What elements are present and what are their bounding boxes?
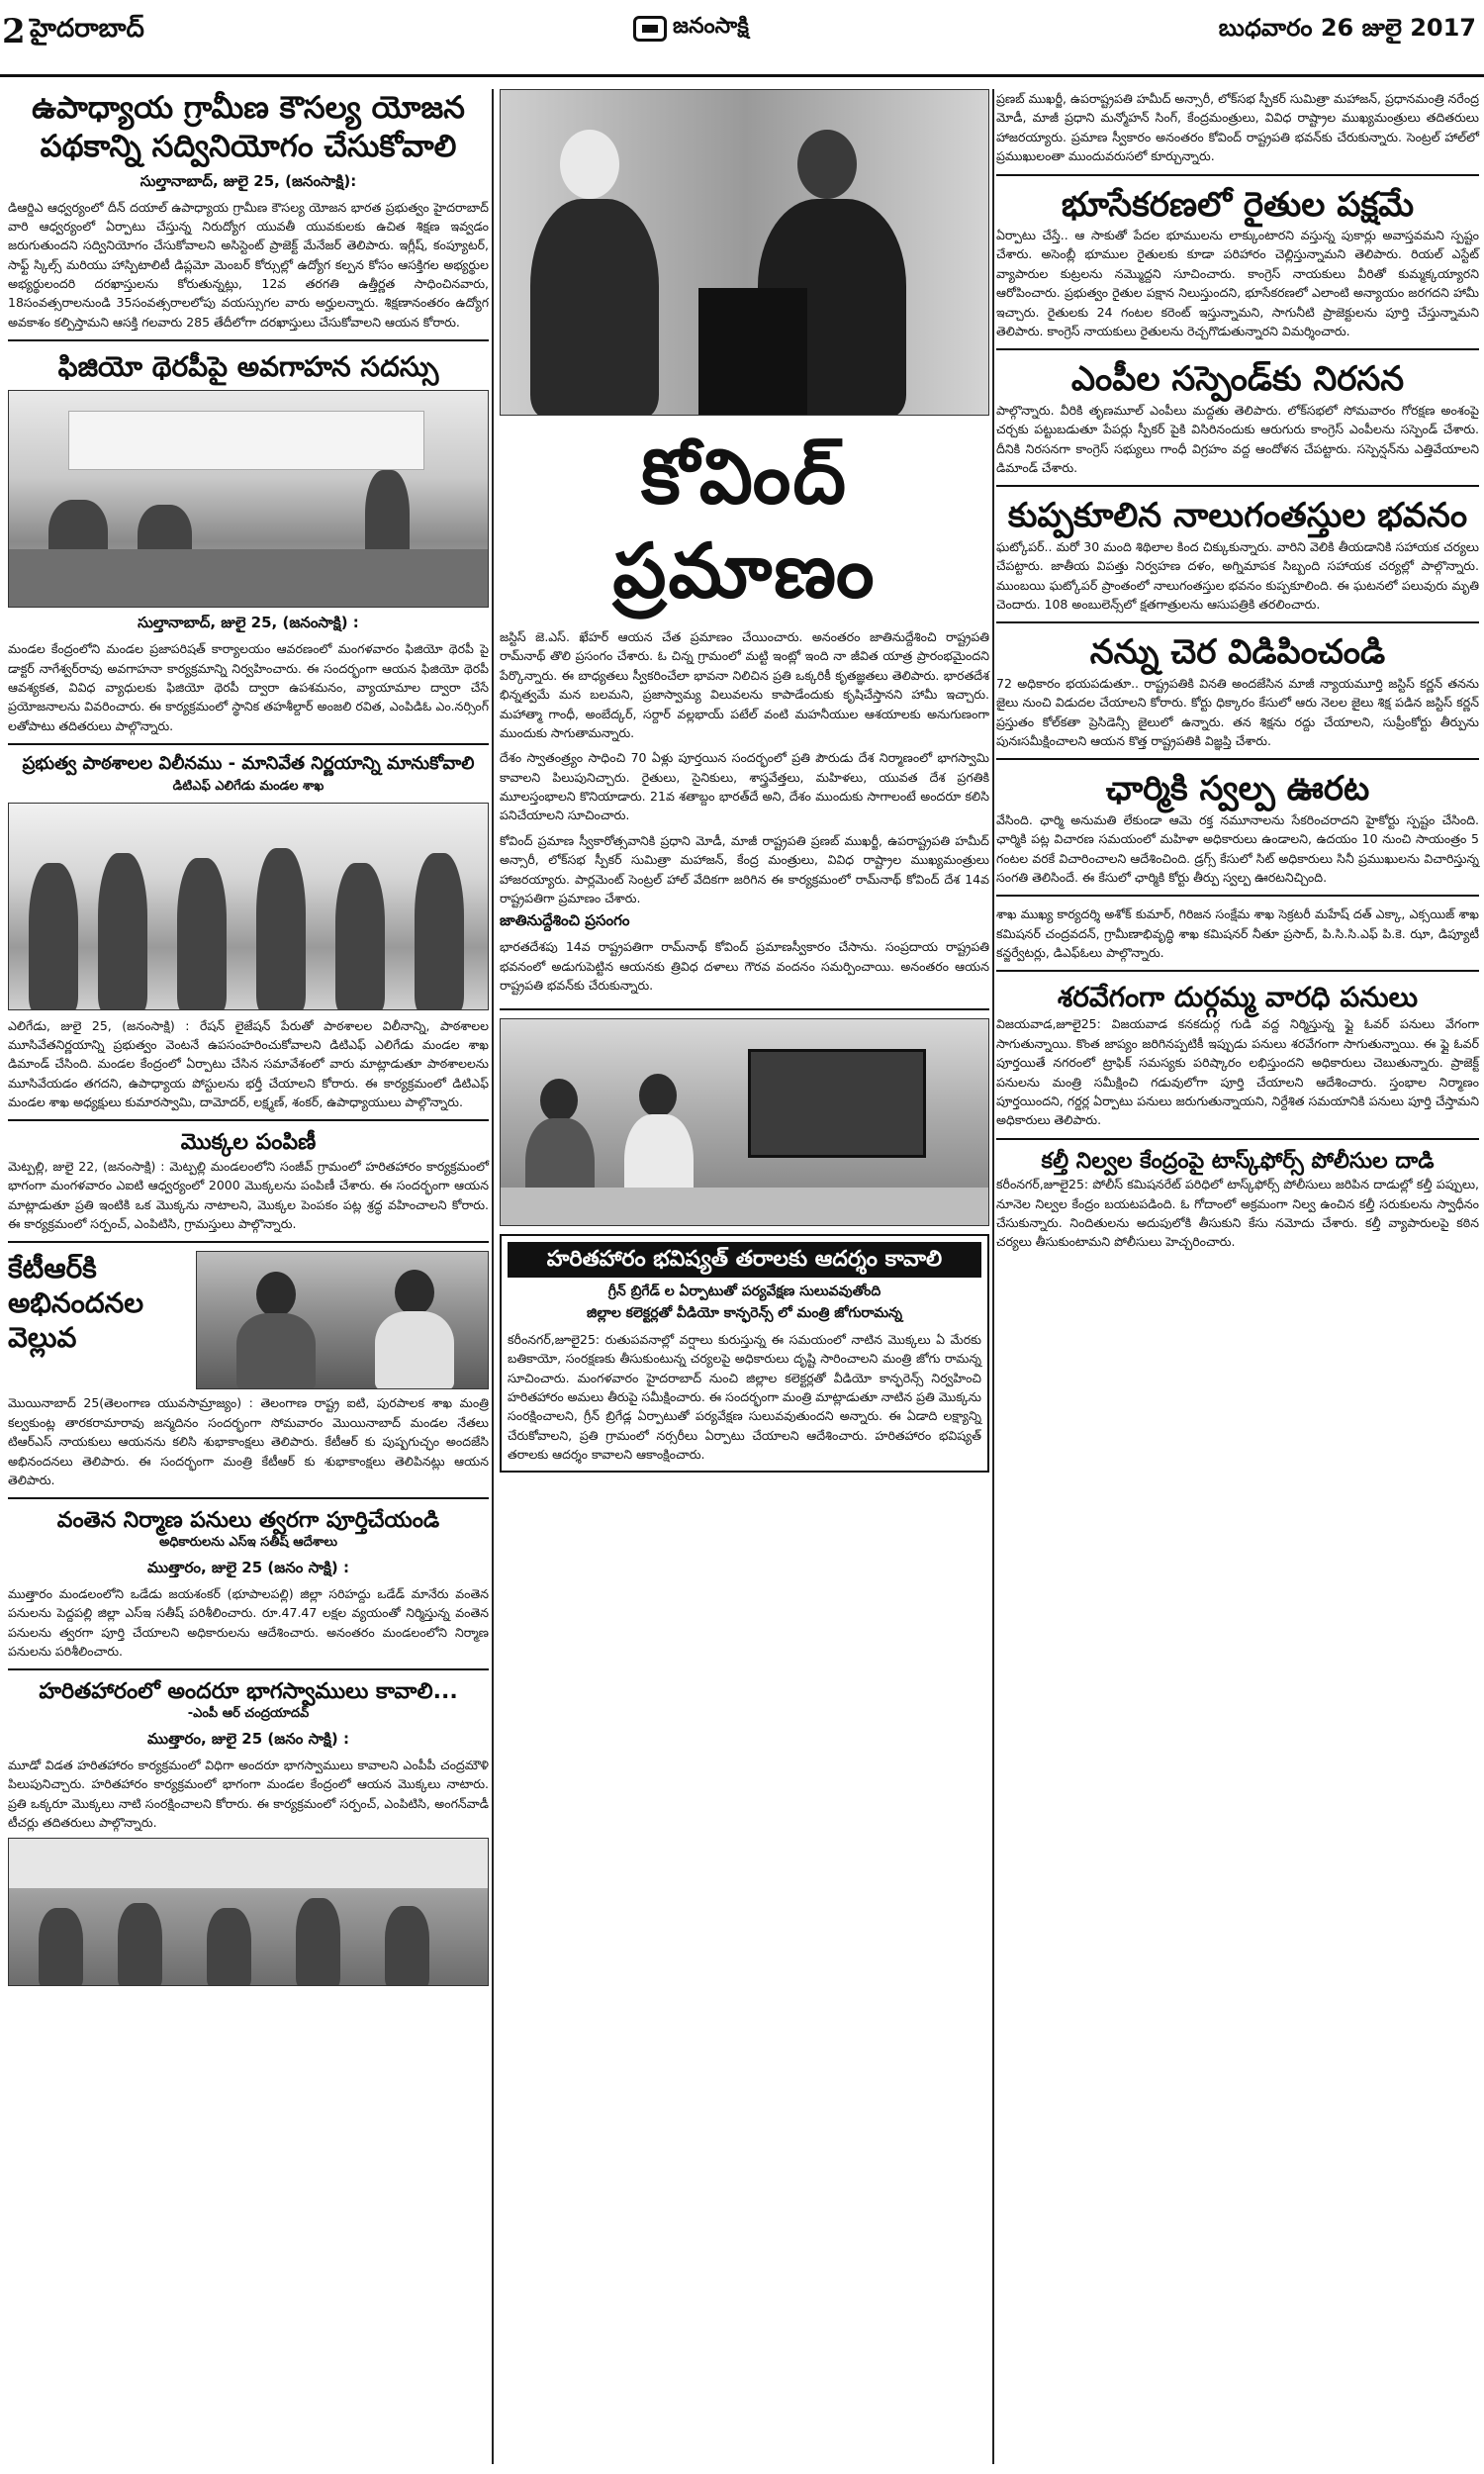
divider <box>996 621 1479 623</box>
justice-head <box>560 130 619 199</box>
person <box>256 848 306 1010</box>
article-school-merger <box>8 753 489 1111</box>
page-city: హైదరాబాద్ <box>30 14 144 44</box>
headline: ప్రభుత్వ పాఠశాలల విలీనము - మానివేత నిర్ణయాన్ని మానుకోవాలి <box>22 753 475 774</box>
column-divider <box>992 89 994 2464</box>
divider <box>8 1668 489 1670</box>
article-ktr <box>8 1251 489 1489</box>
headline: ఉపాధ్యాయ గ్రామీణ కౌసల్య యోజన పథకాన్ని సద్వినియోగం చేసుకోవాలి <box>32 90 465 164</box>
divider <box>996 174 1479 176</box>
article-durgamma-bridge <box>996 980 1479 1129</box>
president-head <box>797 130 857 199</box>
video-conference-photo <box>500 1018 989 1226</box>
article-body: పాల్గొన్నారు. వీరికి తృణమూల్ ఎంపీలు మద్దతు తెలిపారు. లోక్‌సభలో సోమవారం గోరక్షణ అంశంపై చర్చకు పట్టుబడుతూ పేపర్లు స్పీకర్ పైకి విసిరినందుకు ఆరుగురు కాంగ్రెస్ ఎంపీలను సస్పెండ్ చేశారు. దీనికి నిరసనగా కాంగ్రెస్ సభ్యులు గాంధీ విగ్రహం వద్ద ఆందోళన చేపట్టారు. సస్పెన్షన్‌ను ఎత్తివేయాలని డిమాండ్ చేశారు. <box>996 402 1479 475</box>
divider <box>996 1138 1479 1140</box>
article-skill-scheme <box>8 89 489 332</box>
oath-ceremony-photo <box>500 89 989 416</box>
divider <box>996 758 1479 760</box>
lead-body: కోవింద్ ప్రమాణ స్వీకారోత్సవానికి ప్రధాని మోడీ, మాజీ రాష్ట్రపతి ప్రణబ్ ముఖర్జీ, ఉపరాష్ట్రపతి హమీద్ అన్సారీ, లోక్‌సభ స్పీకర్ సుమిత్రా మహాజన్, కేంద్ర మంత్రులు, వివిధ రాష్ట్రాల ముఖ్యమంత్రులు హాజరయ్యారు. పార్లమెంట్ సెంట్రల్ హాల్ వేదికగా జరిగిన ఈ కార్యక్రమంలో రామ్‌నాథ్ కోవింద్ దేశ 14వ రాష్ట్రపతిగా ప్రమాణం చేశారు. <box>500 832 989 905</box>
column-divider <box>492 89 494 2464</box>
divider <box>8 743 489 745</box>
article-body: 72 అధికారం భయపడుతూ.. రాష్ట్రపతికి వినతి అందజేసిన మాజీ న్యాయమూర్తి జస్టిస్ కర్ణన్ తనను జైలు నుంచి విడుదల చేయాలని కోరారు. కోర్టు ధిక్కారం కేసులో ఆరు నెలల జైలు శిక్ష పడిన జస్టిస్ కర్ణన్ ప్రస్తుతం కోల్‌కతా ప్రెసిడెన్సీ జైలులో ఉన్నారు. తన శిక్షను రద్దు చేయాలని, సుప్రీంకోర్టు తీర్పును పునఃసమీక్షించాలని ఆయన కొత్త రాష్ట్రపతికి విజ్ఞప్తి చేశారు. <box>996 675 1479 748</box>
headline: నన్ను చెర విడిపించండి <box>1089 632 1386 673</box>
person-head <box>395 1270 434 1315</box>
article-body: ముత్తారం మండలంలోని ఒడేడు జయశంకర్ (భూపాలపల్లి) జిల్లా సరిహద్దు ఒడేడ్ మానేరు వంతెన పనులను పెద్దపల్లి జిల్లా ఎస్ఇ సతీష్ పరిశీలించారు. రూ.47.47 లక్షల వ్యయంతో నిర్మిస్తున్న వంతెన పనులను త్వరగా పూర్తి చేయాలని అధికారులను ఆదేశించారు. అనంతరం మండలంలోని నిర్మాణ పనులను పరిశీలించారు. <box>8 1585 489 1659</box>
article-building-collapse <box>996 495 1479 614</box>
chief-justice <box>530 199 659 416</box>
article-body: విజయవాడ,జూలై25: విజయవాడ కనకదుర్గ గుడి వద్ద నిర్మిస్తున్న ఫ్లై ఓవర్ పనులు వేగంగా సాగుతున్నాయి. కొంత జాప్యం జరిగినప్పటికీ ఇప్పుడు పనులు శరవేగంగా సాగుతున్నాయి. ఈ ఫ్లై ఓవర్ పూర్తయితే నగరంలో ట్రాఫిక్ సమస్యకు పరిష్కారం లభిస్తుందని అధికారులు చెబుతున్నారు. ప్రాజెక్ట్ పనులను మంత్రి సమీక్షించి గడువులోగా పూర్తి చేయాలని ఆదేశించారు. స్తంభాల నిర్మాణం పూర్తయిందని, గర్డర్ల ఏర్పాటు పనులు జరుగుతున్నాయని, నిర్దేశిత సమయానికి పనులు పూర్తి చేస్తామని అధికారులు తెలిపారు. <box>996 1016 1479 1128</box>
article-body: మండల కేంద్రంలోని మండల ప్రజాపరిషత్ కార్యాలయం ఆవరణంలో మంగళవారం ఫిజియో థెరపీ పై డాక్టర్ నాగేశ్వర్‌రావు అవగాహనా కార్యక్రమాన్ని నిర్వహించారు. ఈ సందర్భంగా ఆయన ఫిజియో థెరపీ ఆవశ్యకత, వివిధ వ్యాధులకు ఫిజియో థెరపీ ద్వారా ఉపశమనం, వ్యాయామాల ద్వారా చేసే ప్రయోజనాలను వివరించారు. ఈ కార్యక్రమంలో స్థానిక తహశీల్దార్ అంజలి రవిత, ఎంపిడిఓ ఎం.నర్సింగ్ లతోపాటు తదితరులు పాల్గొన్నారు. <box>8 641 489 733</box>
logo-icon <box>633 16 667 42</box>
divider <box>8 339 489 341</box>
article-body: ఘట్కోపర్.. మరో 30 మంది శిథిలాల కింద చిక్కుకున్నారు. వారిని వెలికి తీయడానికి సహాయక చర్యలు చేపట్టారు. జాతీయ విపత్తు నిర్వహణ దళం, అగ్నిమాపక సిబ్బంది సహాయక చర్యల్లో పాల్గొన్నారు. ముంబయి ఘట్కోపర్ ప్రాంతంలో నాలుగంతస్తుల భవనం కుప్పకూలింది. ఈ ఘటనలో పలువురు మృతి చెందారు. 108 అంబులెన్స్‌లో క్షతగాత్రులను ఆసుపత్రికి తరలించారు. <box>996 538 1479 612</box>
divider <box>996 485 1479 487</box>
headline: హరితహారంలో అందరూ భాగస్వాములు కావాలి... <box>39 1679 458 1705</box>
article-haritha-box <box>500 1234 989 1472</box>
article-body: కరీంనగర్,జూలై25: రుతుపవనాల్లో వర్షాలు కురుస్తున్న ఈ సమయంలో నాటిన మొక్కలు ఏ మేరకు బతికాయో, సంరక్షణకు తీసుకుంటున్న చర్యలపై అధికారులు దృష్టి సారించాలని మంత్రి జోగు రామన్న సూచించారు. మంగళవారం హైదరాబాద్ నుంచి జిల్లాల కలెక్టర్లతో వీడియో కాన్ఫరెన్స్ నిర్వహించి హరితహారం అమలు తీరుపై సమీక్షించారు. ఈ సందర్భంగా మంత్రి మాట్లాడుతూ నాటిన ప్రతి మొక్కను సంరక్షించాలని, గ్రీన్ బ్రిగేడ్ల ఏర్పాటుతో పర్యవేక్షణ సులువవుతుందని అన్నారు. ఈ ఏడాది లక్ష్యాన్ని చేరుకోవాలని, ప్రతి గ్రామంలో నర్సరీలు ఏర్పాటు చేయాలని ఆదేశించారు. హరితహారం భవిష్యత్ తరాలకు ఆదర్శం కావాలని ఆకాంక్షించారు. <box>508 1331 981 1463</box>
person <box>415 853 464 1010</box>
person <box>177 858 227 1010</box>
ktr-greeting-photo <box>196 1251 489 1389</box>
subtitle: గ్రీన్ బ్రిగేడ్ ల ఏర్పాటుతో పర్యవేక్షణ సులువవుతోంది <box>607 1283 881 1299</box>
divider <box>8 1119 489 1121</box>
dateline: సుల్తానాబాద్, జులై 25, (జనంసాక్షి): <box>139 171 357 190</box>
headline: ఛార్మికి స్వల్ప ఊరట <box>1105 769 1370 809</box>
divider <box>500 1008 989 1010</box>
headline: భూసేకరణలో రైతుల పక్షమే <box>1061 184 1415 225</box>
article-body: ఏర్పాటు చేస్తే.. ఆ సాకుతో పేదల భూములను లాక్కుంటారని వస్తున్న పుకార్లు అవాస్తవమని స్పష్టం చేశారు. అసెంబ్లీ భూముల రైతులకు కూడా పరిహారం చెల్లిస్తున్నామని తెలిపారు. రియల్ ఎస్టేట్ వ్యాపారుల కుట్రలను నమ్మొద్దని సూచించారు. కాంగ్రెస్ నాయకులు వీరితో కుమ్మక్కయ్యారని ఆరోపించారు. ప్రభుత్వం రైతుల పక్షాన నిలుస్తుందని, భూసేకరణలో ఎలాంటి అన్యాయం జరగదని హామీ ఇచ్చారు. రైతులకు 24 గంటల కరెంట్ ఇస్తున్నామని, సాగునీటి ప్రాజెక్టులను పూర్తి చేస్తున్నామని తెలిపారు. కాంగ్రెస్ నాయకులు రైతులను రెచ్చగొడుతున్నారని విమర్శించారు. <box>996 228 1479 338</box>
person <box>296 1898 340 1986</box>
person <box>98 853 147 1010</box>
screen <box>748 1049 926 1158</box>
table <box>9 549 489 608</box>
headline: కల్తీ నిల్వల కేంద్రంపై టాస్క్‌ఫోర్స్ పోలీసుల దాడి <box>1041 1148 1435 1174</box>
article-charmi <box>996 768 1479 887</box>
divider <box>996 970 1479 972</box>
article-body: ఎలిగేడు, జులై 25, (జనంసాక్షి) : రేషన్ లైజేషన్ పేరుతో పాఠశాలల విలీనాన్ని, పాఠశాలల మూసివేతనిర్ణయాన్ని ప్రభుత్వం వెంటనే ఉపసంహరించుకోవాలని డిటిఎఫ్ ఎలిగేడు మండల శాఖ డిమాండ్ చేసింది. మండల కేంద్రంలో ఏర్పాటు చేసిన సమావేశంలో వారు మాట్లాడుతూ పాఠశాలలను మూసివేయడం తగదని, ఉపాధ్యాయ పోస్టులను భర్తీ చేయాలని కోరారు. ఈ కార్యక్రమంలో డిటిఎఫ్ మండల శాఖ అధ్యక్షులు కుమారస్వామి, దామోదర్, లక్ష్మణ్, శంకర్, ఉపాధ్యాయులు పాల్గొన్నారు. <box>8 1017 489 1109</box>
left-column <box>8 89 489 1992</box>
dateline: ముత్తారం, జులై 25 (జనం సాక్షి) : <box>147 1729 349 1748</box>
article-haritha-mp <box>8 1678 489 1986</box>
article-continuation: శాఖ ముఖ్య కార్యదర్శి అశోక్ కుమార్, గిరిజన సంక్షేమ శాఖ సెక్రటరీ మహేష్ దత్ ఎక్కా, ఎక్సయిజ్ శాఖ కమిషనర్ చంద్రవదన్, గ్రామీణాభివృద్ధి శాఖ కమిషనర్ నీతూ ప్రసాద్, పి.సి.సి.ఎఫ్ పి.కె. ఝా, డిప్యూటీ కన్జర్వేటర్లు, డిఎఫ్‌ఓలు పాల్గొన్నారు. <box>996 906 1479 960</box>
article-mp-suspension <box>996 358 1479 477</box>
lead-body: భారతదేశపు 14వ రాష్ట్రపతిగా రామ్‌నాథ్ కోవింద్ ప్రమాణస్వీకారం చేసాను. సంప్రదాయ రాష్ట్రపతి భవనంలో అడుగుపెట్టిన ఆయనకు త్రివిధ దళాలు గౌరవ వందనం సమర్పించాయి. అనంతరం ఆయన రాష్ట్రపతి భవన్‌కు చేరుకున్నారు. <box>500 939 989 993</box>
subtitle: -ఎంపీ ఆర్ చంద్రయాదవ్ <box>187 1705 310 1721</box>
divider <box>996 348 1479 350</box>
issue-date: బుధవారం 26 జులై 2017 <box>1218 14 1476 42</box>
headline: కుప్పకూలిన నాలుగంతస్తుల భవనం <box>1007 496 1468 536</box>
person <box>335 863 385 1010</box>
person <box>236 1313 316 1389</box>
article-continuation: ప్రణబ్ ముఖర్జీ, ఉపరాష్ట్రపతి హమీద్ అన్సారీ, లోక్‌సభ స్పీకర్ సుమిత్రా మహాజన్, ప్రధానమంత్రి నరేంద్ర మోడీ, మాజీ ప్రధాని మన్మోహన్ సింగ్, కేంద్రమంత్రులు, వివిధ రాష్ట్రాల ముఖ్యమంత్రులు తదితరులు హాజరయ్యారు. ప్రమాణ స్వీకారం అనంతరం కోవింద్ రాష్ట్రపతి భవన్‌కు చేరుకున్నారు. సెంట్రల్ హాల్‌లో ప్రముఖులంతా ముందువరుసలో కూర్చున్నారు. <box>996 91 1479 164</box>
article-body: కరీంనగర్,జూలై25: పోలీస్ కమిషనరేట్ పరిధిలో టాస్క్‌ఫోర్స్ పోలీసులు జరిపిన దాడుల్లో కల్తీ పప్పులు, నూనెల నిల్వల కేంద్రం బయటపడింది. ఓ గోదాంలో అక్రమంగా నిల్వ ఉంచిన కల్తీ సరుకులను స్వాధీనం చేసుకున్నారు. నిందితులను అదుపులోకి తీసుకుని కేసు నమోదు చేశారు. కల్తీ వ్యాపారులపై కఠిన చర్యలు తీసుకుంటామని పోలీసులు హెచ్చరించారు. <box>996 1177 1479 1250</box>
dateline: సుల్తానాబాద్, జులై 25, (జనంసాక్షి) : <box>138 614 359 632</box>
article-physio <box>8 349 489 735</box>
subtitle: జిల్లాల కలెక్టర్లతో వీడియో కాన్ఫరెన్స్ లో మంత్రి జోగురామన్న <box>586 1304 903 1321</box>
article-body: డిఆర్డిఎ ఆధ్వర్యంలో దీన్ దయాల్ ఉపాధ్యాయ గ్రామీణ కౌసల్య యోజన భారత ప్రభుత్వం హైదరాబాద్ వారి ఆధ్వర్యంలో ఏర్పాటు చేస్తున్న నిరుద్యోగ యువతీ యువకులకు ఉచిత శిక్షణ ఇవ్వడం జరుగుతుందని సద్వినియోగం చేసుకోవాలని అసిస్టెంట్ ప్రాజెక్ట్ మేనేజర్ తెలిపారు. ఇగ్లీష్, కంప్యూటర్, సాఫ్ట్ స్కిల్స్ మరియు హాస్పిటాలిటీ డిప్లమో మెంబర్ కోర్సుల్లో ఉద్యోగ కల్పన కోసం ఆసక్తిగల అభ్యర్థుల అభ్యర్థులందరి దరఖాస్తులను కోరుతున్నట్లు, 12వ తరగతి ఉత్తీర్ణత సాధించినవారు, 18సంవత్సరాలనుండి 35సంవత్సరాలలోపు వయస్సుగల వారు అర్హులన్నారు. శిక్షణానంతరం ఉద్యోగ అవకాశం కల్పిస్తామని ఆసక్తి గలవారు 285 తేదీలోగా దరఖాస్తులు చేసుకోవాలని ఆయన కోరారు. <box>8 199 489 330</box>
paper-name: జనంసాక్షి <box>673 14 749 39</box>
lead-subhead: జాతినుద్దేశించి ప్రసంగం <box>500 911 630 930</box>
headline: ఫిజియో థెరపీపై అవగాహన సదస్సు <box>57 350 439 384</box>
subtitle: అధికారులను ఎస్‌ఇ సతీష్ ఆదేశాలు <box>158 1534 338 1550</box>
article-karnan <box>996 631 1479 750</box>
person <box>375 1311 454 1389</box>
divider <box>996 895 1479 897</box>
banner <box>68 411 424 470</box>
person <box>29 863 78 1010</box>
person <box>39 1908 83 1986</box>
article-bridge <box>8 1507 489 1661</box>
divider <box>8 1241 489 1243</box>
lead-body: జస్టిస్ జె.ఎస్. ఖేహర్ ఆయన చేత ప్రమాణం చేయించారు. అనంతరం జాతినుద్దేశించి రాష్ట్రపతి రామ్‌నాథ్ తొలి ప్రసంగం చేశారు. ఓ చిన్న గ్రామంలో మట్టి ఇంట్లో ఇంది నా జీవిత యాత్ర ప్రారంభమైందని పేర్కొన్నారు. ఈ బాధ్యతలు స్వీకరించేలా భావనా నిలిచిన ప్రతి ఒక్కరికీ కృతజ్ఞతలు తెలిపారు. భారతదేశ భిన్నత్వమే మన బలమని, ప్రజాస్వామ్య విలువలను కాపాడేందుకు కృషిచేస్తానని హామీ ఇచ్చారు. మహాత్మా గాంధీ, అంబేద్కర్, సర్దార్ వల్లభాయ్ పటేల్ వంటి మహనీయుల ఆశయాలకు అనుగుణంగా ముందుకు సాగుతామన్నారు. <box>500 629 989 740</box>
person-head <box>639 1074 677 1117</box>
subtitle: డిటిఎఫ్ ఎలిగేడు మండల శాఖ <box>172 778 325 794</box>
person <box>118 1903 162 1986</box>
lead-headline: కోవింద్ ప్రమాణం <box>612 432 877 615</box>
article-body: మొయినాబాద్ 25(తెలంగాణ యువసామ్రాజ్యం) : తెలంగాణ రాష్ట్ర ఐటి, పురపాలక శాఖ మంత్రి కల్వకుంట్ల తారకరామారావు జన్మదినం సందర్భంగా సోమవారం మొయినాబాద్ మండల నేతలు టిఆర్ఎస్ నాయకులు ఆయనను కలిసి శుభాకాంక్షలు తెలిపారు. కేటీఆర్ కు పుష్పగుచ్ఛం అందజేసి అభినందనలు తెలిపారు. ఈ సందర్భంగా మంత్రి కేటీఆర్ కు శుభాకాంక్షలు తెలిపినట్లు ఆయన తెలిపారు. <box>8 1395 489 1487</box>
masthead <box>0 0 1484 77</box>
article-body: వేసింది. ఛార్మి అనుమతి లేకుండా ఆమె రక్త నమూనాలను సేకరించరాదని హైకోర్టు స్పష్టం చేసింది. ఛార్మికి పట్ల విచారణ సమయంలో మహిళా అధికారులు ఉండాలని, ఉదయం 10 నుంచి సాయంత్రం 5 గంటల వరకే విచారించాలని ఆదేశించింది. డ్రగ్స్ కేసులో సిట్ అధికారులు సినీ ప్రముఖులను విచారిస్తున్న సంగతి తెలిసిందే. ఈ కేసులో ఛార్మికి కోర్టు తీర్పు స్వల్ప ఊరటనిచ్చింది. <box>996 811 1479 885</box>
person <box>207 1908 251 1986</box>
meeting-hall-photo <box>8 390 489 608</box>
headline: మొక్కల పంపిణీ <box>180 1130 317 1156</box>
article-land-acquisition <box>996 184 1479 341</box>
divider <box>8 1497 489 1499</box>
article-body: మూడో విడత హరితహారం కార్యక్రమంలో విధిగా అందరూ భాగస్వాములు కావాలని ఎంపీపీ చంద్రమౌళి పిలుపునిచ్చారు. హరితహారం కార్యక్రమంలో భాగంగా మండల కేంద్రంలో ఆయన మొక్కలు నాటారు. ప్రతి ఒక్కరూ మొక్కలు నాటి సంరక్షించాలని కోరారు. ఈ కార్యక్రమంలో సర్పంచ్, ఎంపిటిసి, అంగన్‌వాడీ టీచర్లు తదితరులు పాల్గొన్నారు. <box>8 1757 489 1830</box>
right-column <box>996 89 1479 1258</box>
article-adulteration-raid <box>996 1148 1479 1252</box>
paper-logo <box>633 14 749 44</box>
person-head <box>256 1272 296 1317</box>
plantation-photo <box>8 1838 489 1986</box>
article-body: మెట్పల్లి, జులై 22, (జనంసాక్షి) : మెట్పల్లి మండలంలోని సంజీవ్ గ్రామంలో హరితహారం కార్యక్రమంలో భాగంగా మంగళవారం ఎఐటి ఆధ్వర్యంలో 2000 మొక్కలను పంపిణీ చేశారు. ఈ సందర్భంగా ఆయన మాట్లాడుతూ ప్రతి ఇంటికి ఒక మొక్కను నాటాలని, మొక్కల పెంపకం పట్ల శ్రద్ధ వహించాలని కోరారు. ఈ కార్యక్రమంలో సర్పంచ్, ఎంపిటిసి, గ్రామస్తులు పాల్గొన్నారు. <box>8 1158 489 1231</box>
person-head <box>540 1079 578 1122</box>
headline: కేటీఆర్‌కి అభినందనల వెల్లువ <box>8 1252 144 1355</box>
protest-photo <box>8 803 489 1010</box>
lead-body: దేశం స్వాతంత్ర్యం సాధించి 70 ఏళ్లు పూర్తయిన సందర్భంలో ప్రతి పౌరుడు దేశ నిర్మాణంలో భాగస్వామి కావాలని పిలుపునిచ్చారు. రైతులు, సైనికులు, శాస్త్రవేత్తలు, మహిళలు, యువత దేశ ప్రగతికి మూలస్తంభాలని కొనియాడారు. 21వ శతాబ్దం భారత్‌దే అని, దేశం ముందుకు సాగాలంటే అందరూ కలిసి పనిచేయాలని సూచించారు. <box>500 750 989 823</box>
headline: శరవేగంగా దుర్గమ్మ వారధి పనులు <box>1057 981 1419 1014</box>
podium <box>698 288 807 416</box>
table <box>501 1188 989 1226</box>
person <box>385 1906 429 1986</box>
banner <box>9 1839 489 1888</box>
article-saplings <box>8 1129 489 1233</box>
headline: ఎంపీల సస్పెండ్‌కు నిరసన <box>1070 359 1405 400</box>
dateline: ముత్తారం, జులై 25 (జనం సాక్షి) : <box>147 1558 349 1576</box>
headline: వంతెన నిర్మాణ పనులు త్వరగా పూర్తిచేయండి <box>56 1508 440 1534</box>
headline: హరితహారం భవిష్యత్ తరాలకు ఆదర్శం కావాలి <box>508 1242 981 1278</box>
middle-column <box>500 89 989 1473</box>
page-number: 2 <box>2 12 26 51</box>
